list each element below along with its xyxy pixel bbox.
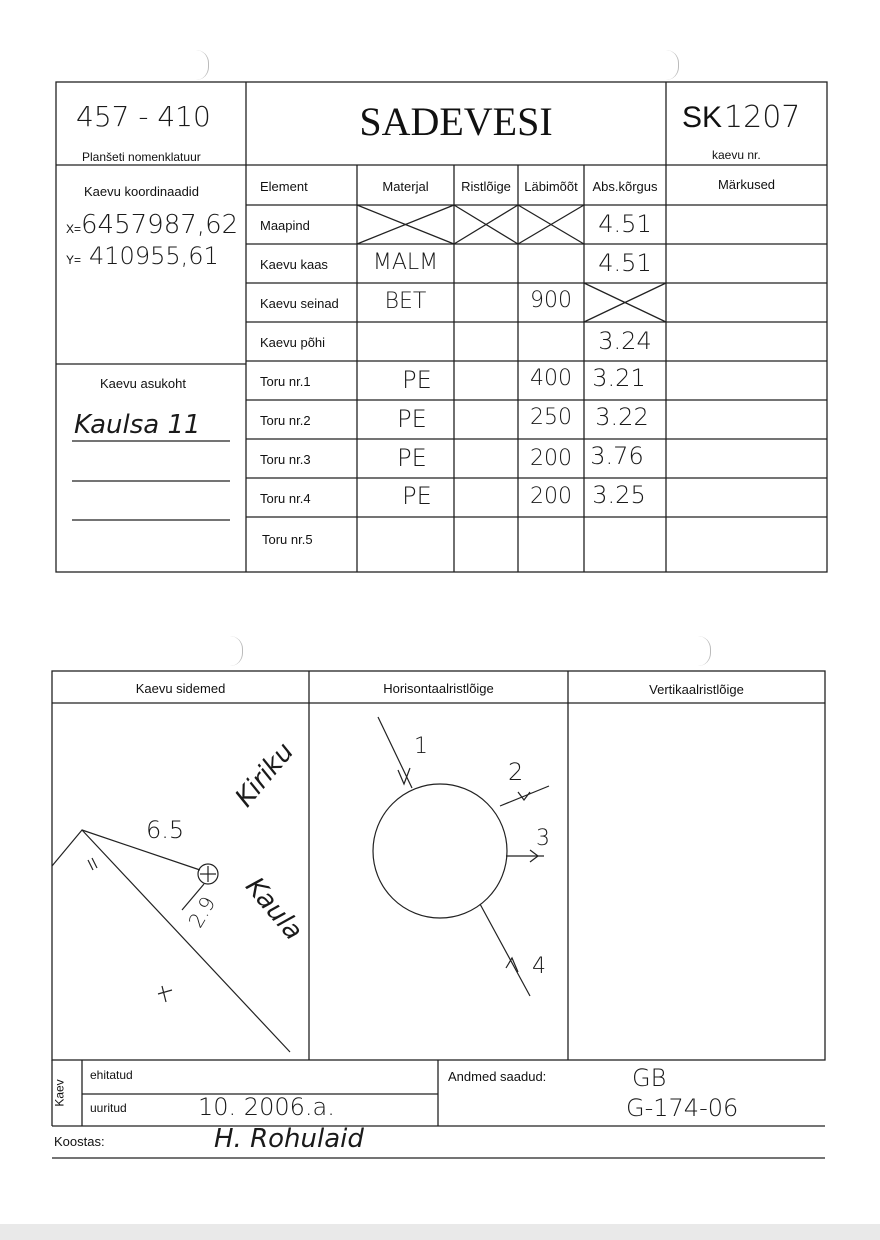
street-label-2: Kaula: [239, 871, 309, 947]
sketch-col-title-vertical: Vertikaalristlõige: [649, 682, 744, 697]
coordinate-x-label: X=: [66, 222, 82, 236]
row-material: PE: [397, 444, 427, 472]
row-abs-height: 3.22: [595, 403, 649, 431]
row-element: Kaevu kaas: [260, 257, 328, 272]
nomenclature-label: Planšeti nomenklatuur: [82, 150, 201, 164]
surveyed-value: 10. 2006.a.: [198, 1093, 335, 1121]
col-header-notes: Märkused: [717, 177, 776, 192]
compiled-value: H. Rohulaid: [214, 1124, 364, 1154]
well-number: [682, 100, 800, 135]
pipe-label-2: 2: [508, 758, 524, 786]
coordinate-y-value: 410955,61: [89, 242, 219, 270]
data-source-value-1: GB: [632, 1064, 667, 1092]
row-element: Toru nr.4: [260, 491, 311, 506]
row-element: Toru nr.5: [262, 532, 313, 547]
row-element: Toru nr.2: [260, 413, 311, 428]
compiled-label: Koostas:: [54, 1134, 105, 1149]
location-label: Kaevu asukoht: [100, 376, 187, 391]
row-material: PE: [402, 366, 432, 394]
row-material: MALM: [372, 250, 439, 275]
sketch-col-title-ties: Kaevu sidemed: [135, 681, 226, 696]
col-header-diameter: Läbimõõt: [524, 179, 578, 194]
data-source-value-2: G-174-06: [626, 1094, 739, 1122]
well-prefix: SK: [682, 101, 723, 134]
coordinate-x: [66, 210, 238, 240]
tie-sketch: [52, 830, 290, 1052]
street-label-1: Kiriku: [229, 737, 301, 813]
row-diameter: 900: [530, 288, 572, 313]
built-label: ehitatud: [90, 1068, 133, 1082]
col-header-element: Element: [260, 179, 308, 194]
coordinate-x-value: 6457987,62: [81, 210, 239, 240]
row-abs-height: 3.24: [598, 327, 652, 355]
tie-distance-1: 6.5: [146, 816, 185, 844]
row-element: Toru nr.3: [260, 452, 311, 467]
row-element: Maapind: [260, 218, 310, 233]
pipe-label-1: 1: [414, 734, 428, 759]
page-bottom-edge: [0, 1224, 880, 1240]
col-header-abs-height: Abs.kõrgus: [592, 179, 658, 194]
row-diameter: 400: [530, 366, 572, 391]
well-number-label: kaevu nr.: [712, 148, 761, 162]
row-diameter: 200: [530, 484, 572, 509]
footer-side-label: Kaev: [52, 1079, 67, 1107]
row-diameter: 200: [530, 446, 572, 471]
well-number-value: 1207: [724, 100, 801, 135]
surveyed-label: uuritud: [90, 1101, 127, 1115]
page-title: SADEVESI: [359, 99, 553, 144]
tie-distance-2: 2.9: [183, 892, 221, 932]
col-header-material: Materjal: [382, 179, 429, 194]
col-header-cross-section: Ristlõige: [461, 179, 511, 194]
coordinate-y-label: Y=: [66, 253, 82, 267]
row-element: Toru nr.1: [260, 374, 311, 389]
row-abs-height: 4.51: [598, 249, 652, 277]
row-element: Kaevu seinad: [260, 296, 339, 311]
row-abs-height: 3.21: [592, 364, 646, 392]
row-abs-height: 3.25: [592, 481, 646, 509]
coordinate-y: [66, 242, 219, 270]
coordinates-label: Kaevu koordinaadid: [84, 184, 199, 199]
nomenclature-value: 457 - 410: [76, 100, 211, 133]
row-material: PE: [402, 482, 432, 510]
row-material: BET: [384, 289, 427, 314]
pipe-label-4: 4: [532, 954, 546, 979]
row-abs-height: 4.51: [598, 210, 652, 238]
row-diameter: 250: [530, 405, 572, 430]
location-value: Kaulsa 11: [74, 410, 201, 440]
pipe-label-3: 3: [536, 826, 550, 851]
row-abs-height: 3.76: [590, 442, 644, 470]
row-material: PE: [397, 405, 427, 433]
data-source-label: Andmed saadud:: [448, 1069, 547, 1084]
sketch-col-title-horizontal: Horisontaalristlõige: [383, 681, 494, 696]
row-element: Kaevu põhi: [260, 335, 326, 350]
